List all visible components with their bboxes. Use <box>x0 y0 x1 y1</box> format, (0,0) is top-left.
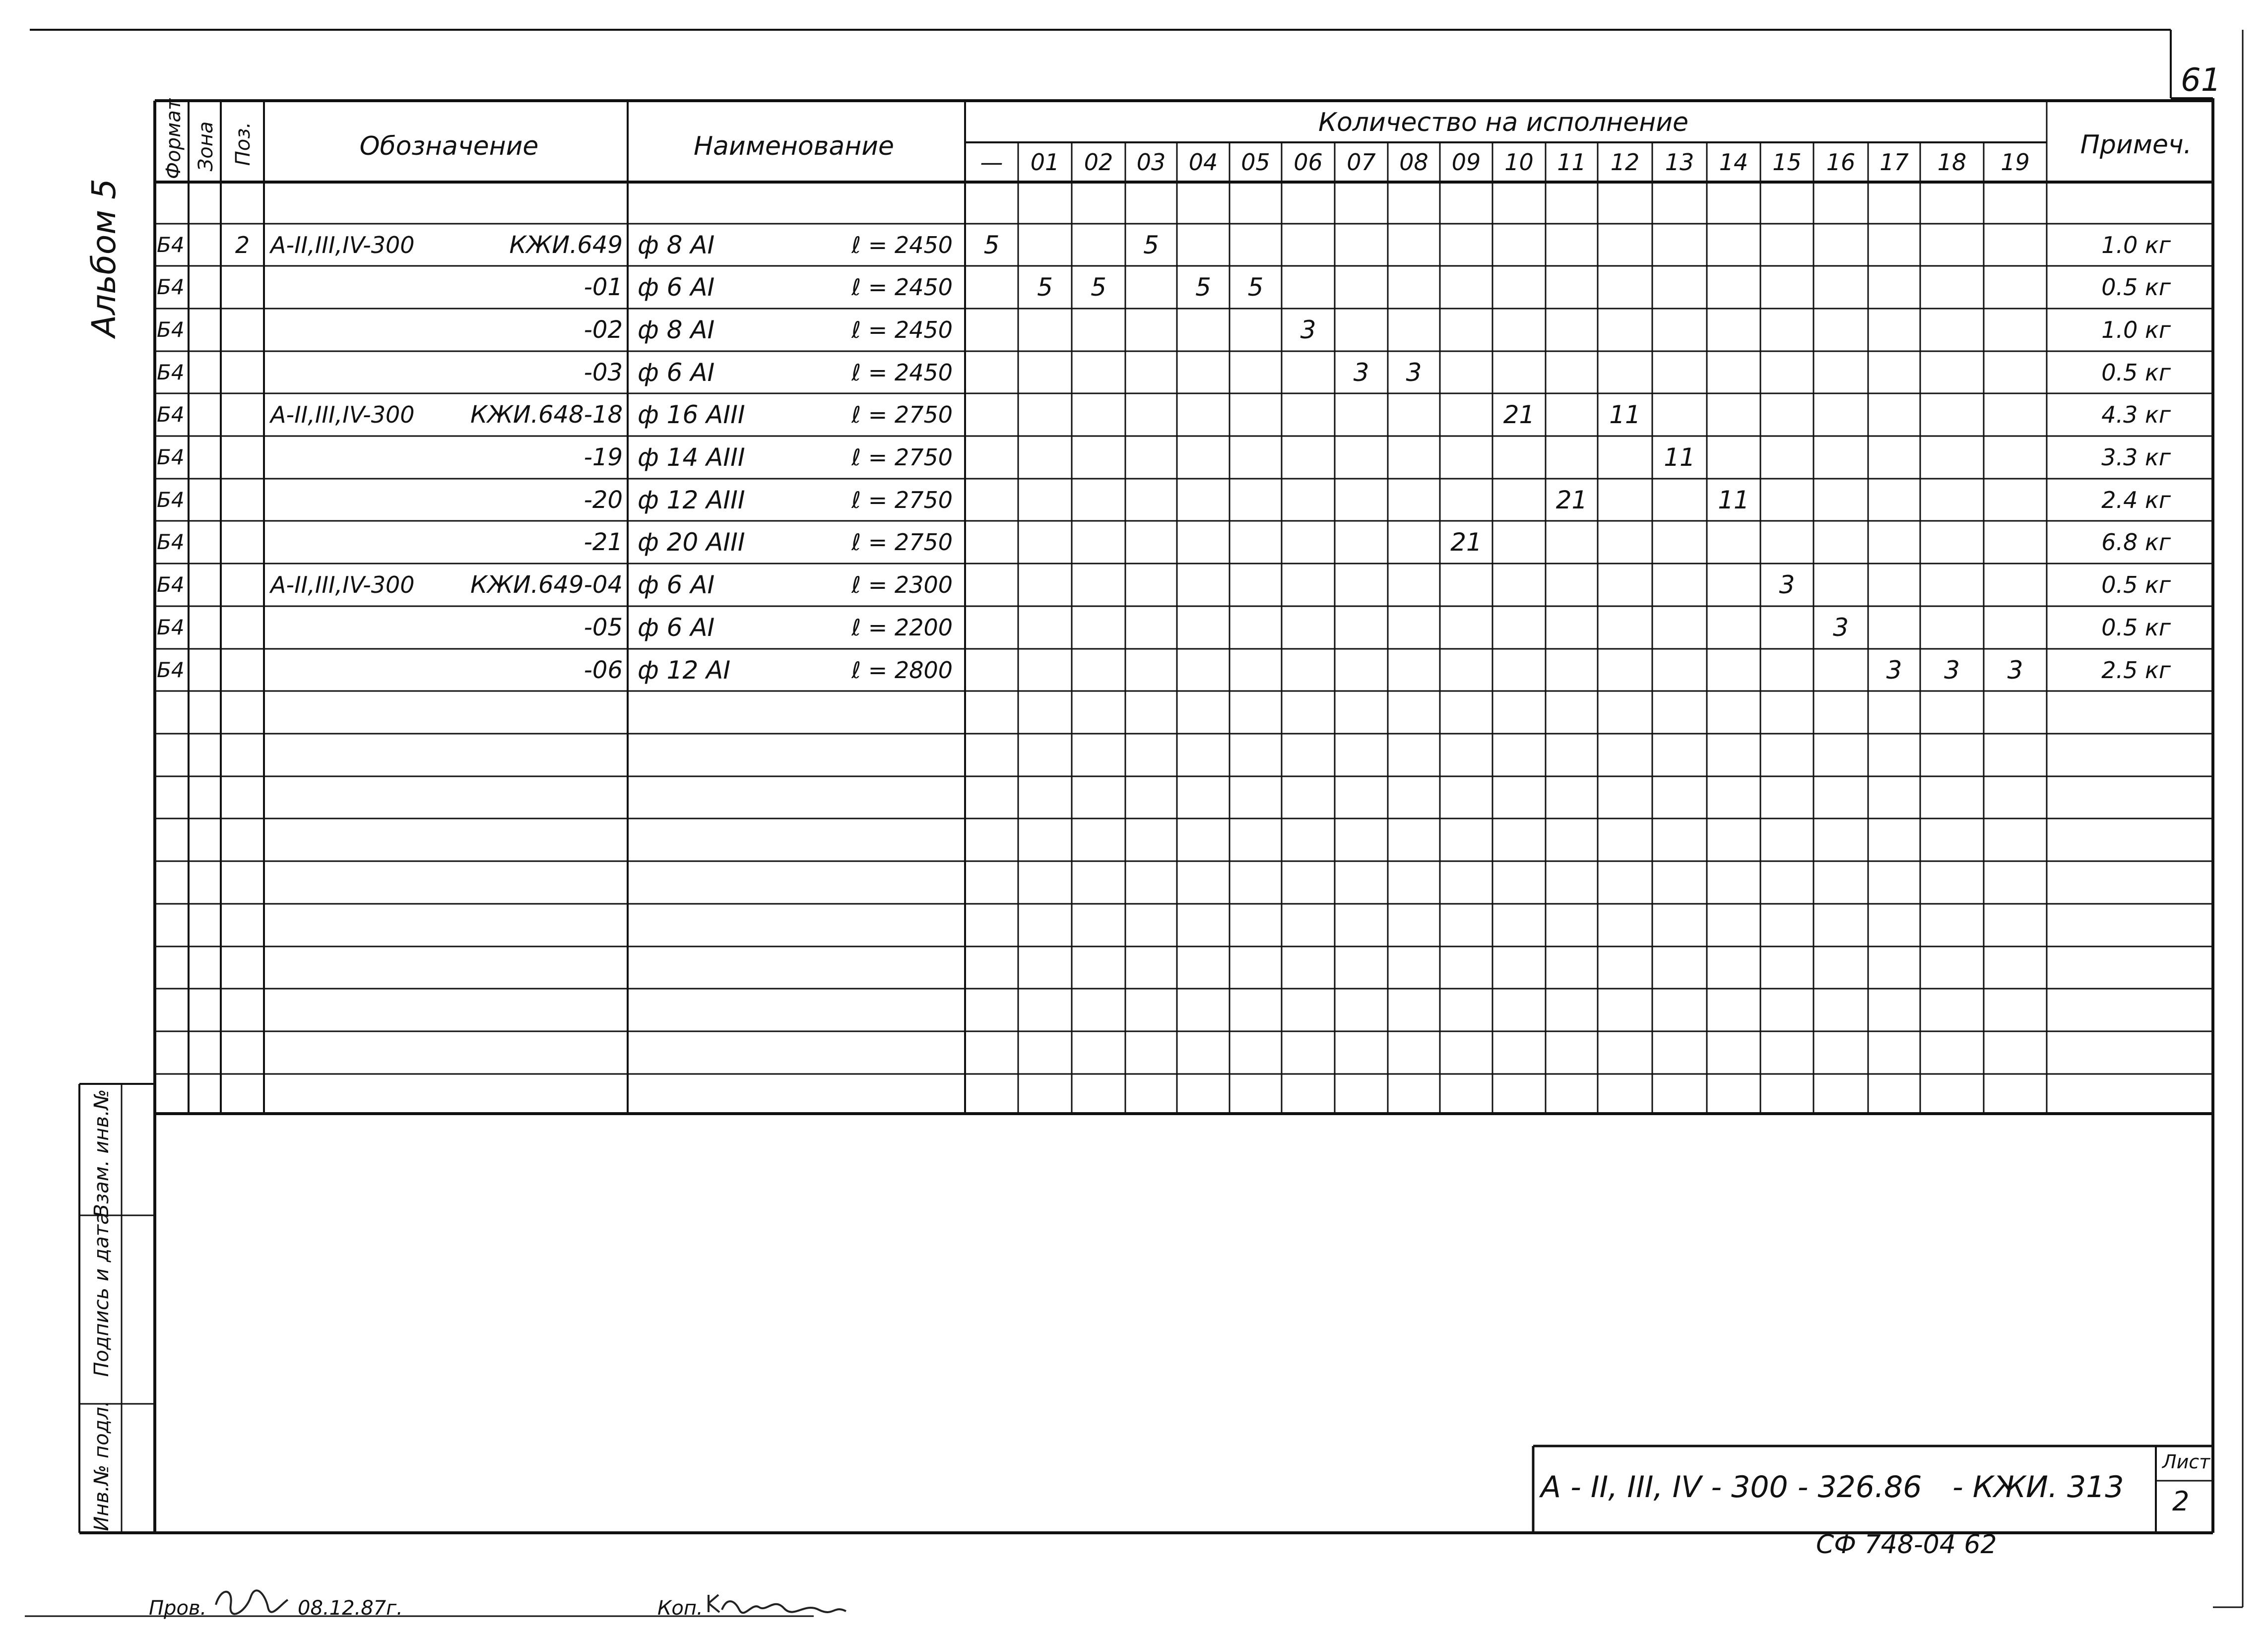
row-quantity: 21 <box>1503 400 1535 429</box>
variant-header: 10 <box>1504 149 1534 176</box>
row-quantity: 3 <box>1833 613 1849 642</box>
row-quantity: 3 <box>1944 655 1960 685</box>
sheet-number: 2 <box>2172 1486 2190 1517</box>
row-note: 0.5 кг <box>2101 571 2171 598</box>
row-length: ℓ = 2450 <box>851 316 953 343</box>
row-quantity: 5 <box>1247 273 1264 302</box>
row-designation-right: -01 <box>583 273 623 301</box>
row-length: ℓ = 2750 <box>851 444 953 471</box>
checked-date: 08.12.87г. <box>298 1597 403 1620</box>
stamp-sign-date: Подпись и дата <box>90 1212 113 1377</box>
row-designation-right: -03 <box>583 358 623 386</box>
variant-header: 11 <box>1557 149 1586 176</box>
row-quantity: 5 <box>983 230 1000 259</box>
row-note: 6.8 кг <box>2101 529 2171 556</box>
header-format: Формат <box>162 98 185 180</box>
row-quantity: 11 <box>1664 443 1695 472</box>
variant-header: 03 <box>1136 149 1166 176</box>
row-note: 3.3 кг <box>2101 444 2171 471</box>
row-quantity: 3 <box>1406 358 1422 387</box>
row-quantity: 21 <box>1450 528 1482 557</box>
row-format: Б4 <box>157 360 185 384</box>
row-designation-right: КЖИ.649 <box>509 231 623 259</box>
row-length: ℓ = 2450 <box>851 274 953 301</box>
page-number: 61 <box>2181 62 2221 99</box>
row-name: ф 8 АI <box>638 230 715 259</box>
row-quantity: 5 <box>1091 273 1106 302</box>
row-note: 0.5 кг <box>2101 614 2171 641</box>
variant-header: 02 <box>1084 149 1113 176</box>
title-code: А - II, III, IV - 300 - 326.86 <box>1541 1470 1922 1505</box>
variant-header: 06 <box>1294 149 1323 176</box>
variant-header: 13 <box>1665 149 1694 176</box>
row-quantity: 5 <box>1143 230 1159 259</box>
row-quantity: 11 <box>1609 400 1641 429</box>
row-name: ф 12 АIII <box>638 485 745 514</box>
row-format: Б4 <box>157 615 185 639</box>
row-designation-right: КЖИ.649-04 <box>470 571 623 599</box>
header-quantity: Количество на исполнение <box>1318 108 1688 137</box>
sheet-label: Лист <box>2162 1451 2210 1473</box>
row-quantity: 3 <box>2007 655 2023 685</box>
row-length: ℓ = 2200 <box>851 614 953 641</box>
archive-number: СФ 748-04 62 <box>1816 1530 1997 1560</box>
header-name: Наименование <box>693 131 895 161</box>
variant-header: 07 <box>1347 149 1376 176</box>
row-name: ф 14 АIII <box>638 443 745 472</box>
row-format: Б4 <box>157 445 185 469</box>
row-quantity: 3 <box>1353 358 1369 387</box>
row-format: Б4 <box>157 317 185 342</box>
row-format: Б4 <box>157 572 185 597</box>
row-name: ф 6 АI <box>638 613 715 642</box>
row-designation-right: -02 <box>583 316 623 344</box>
variant-header: 09 <box>1451 149 1481 176</box>
title-doc: - КЖИ. 313 <box>1952 1470 2124 1505</box>
row-length: ℓ = 2450 <box>851 359 953 386</box>
variant-header: 05 <box>1241 149 1270 176</box>
row-quantity: 11 <box>1718 485 1750 514</box>
row-quantity: 3 <box>1886 655 1902 685</box>
row-quantity: 3 <box>1779 570 1795 599</box>
row-name: ф 8 АI <box>638 315 715 344</box>
row-note: 0.5 кг <box>2101 274 2171 301</box>
row-designation-left: А-II,III,IV-300 <box>270 571 415 598</box>
variant-header: 08 <box>1399 149 1428 176</box>
variant-header: 16 <box>1826 149 1856 176</box>
row-name: ф 6 АI <box>638 273 715 302</box>
row-length: ℓ = 2800 <box>851 656 953 684</box>
row-note: 2.4 кг <box>2101 486 2171 513</box>
row-quantity: 5 <box>1195 273 1211 302</box>
header-designation: Обозначение <box>359 131 539 161</box>
row-note: 0.5 кг <box>2101 359 2171 386</box>
stamp-replace-inv: Взам. инв.№ <box>90 1089 113 1218</box>
row-designation-right: -20 <box>583 486 623 514</box>
variant-header: 19 <box>2001 149 2030 176</box>
row-format: Б4 <box>157 657 185 682</box>
row-format: Б4 <box>157 487 185 512</box>
checked-signature <box>211 1585 290 1620</box>
row-designation-right: -21 <box>583 528 623 556</box>
row-designation-right: -06 <box>583 656 623 684</box>
row-name: ф 6 АI <box>638 358 715 387</box>
header-zone: Зона <box>194 121 217 172</box>
row-format: Б4 <box>157 275 185 299</box>
row-length: ℓ = 2300 <box>851 571 953 598</box>
row-quantity: 5 <box>1037 273 1053 302</box>
stamp-inv-orig: Инв.№ подл. <box>90 1400 113 1531</box>
row-designation-right: -19 <box>583 443 623 471</box>
row-note: 4.3 кг <box>2101 401 2171 428</box>
row-format: Б4 <box>157 530 185 554</box>
row-length: ℓ = 2450 <box>851 231 953 258</box>
row-name: ф 6 АI <box>638 570 715 599</box>
row-name: ф 16 АIII <box>638 400 745 429</box>
header-note: Примеч. <box>2080 130 2192 160</box>
row-designation-right: -05 <box>583 614 623 641</box>
variant-header: 04 <box>1188 149 1218 176</box>
row-quantity: 3 <box>1300 315 1316 344</box>
variant-header: 17 <box>1879 149 1909 176</box>
row-name: ф 12 АI <box>638 655 731 685</box>
variant-header: 14 <box>1719 149 1749 176</box>
variant-header: 01 <box>1030 149 1060 176</box>
album-label: Альбом 5 <box>85 178 123 338</box>
header-pos: Поз. <box>232 122 255 166</box>
row-name: ф 20 АIII <box>638 528 745 557</box>
row-designation-left: А-II,III,IV-300 <box>270 231 415 258</box>
variant-header: 18 <box>1937 149 1967 176</box>
row-note: 1.0 кг <box>2101 316 2171 343</box>
copied-signature <box>705 1587 848 1622</box>
row-note: 1.0 кг <box>2101 231 2171 258</box>
variant-header: — <box>980 149 1003 176</box>
row-length: ℓ = 2750 <box>851 529 953 556</box>
row-note: 2.5 кг <box>2101 656 2171 684</box>
row-format: Б4 <box>157 232 185 257</box>
variant-header: 15 <box>1772 149 1802 176</box>
row-designation-left: А-II,III,IV-300 <box>270 401 415 428</box>
row-pos: 2 <box>235 231 250 258</box>
row-designation-right: КЖИ.648-18 <box>470 401 623 429</box>
row-quantity: 21 <box>1555 485 1588 514</box>
copied-label: Коп. <box>657 1597 703 1620</box>
variant-header: 12 <box>1610 149 1640 176</box>
row-format: Б4 <box>157 402 185 427</box>
checked-label: Пров. <box>149 1597 207 1620</box>
row-length: ℓ = 2750 <box>851 401 953 428</box>
row-length: ℓ = 2750 <box>851 486 953 513</box>
